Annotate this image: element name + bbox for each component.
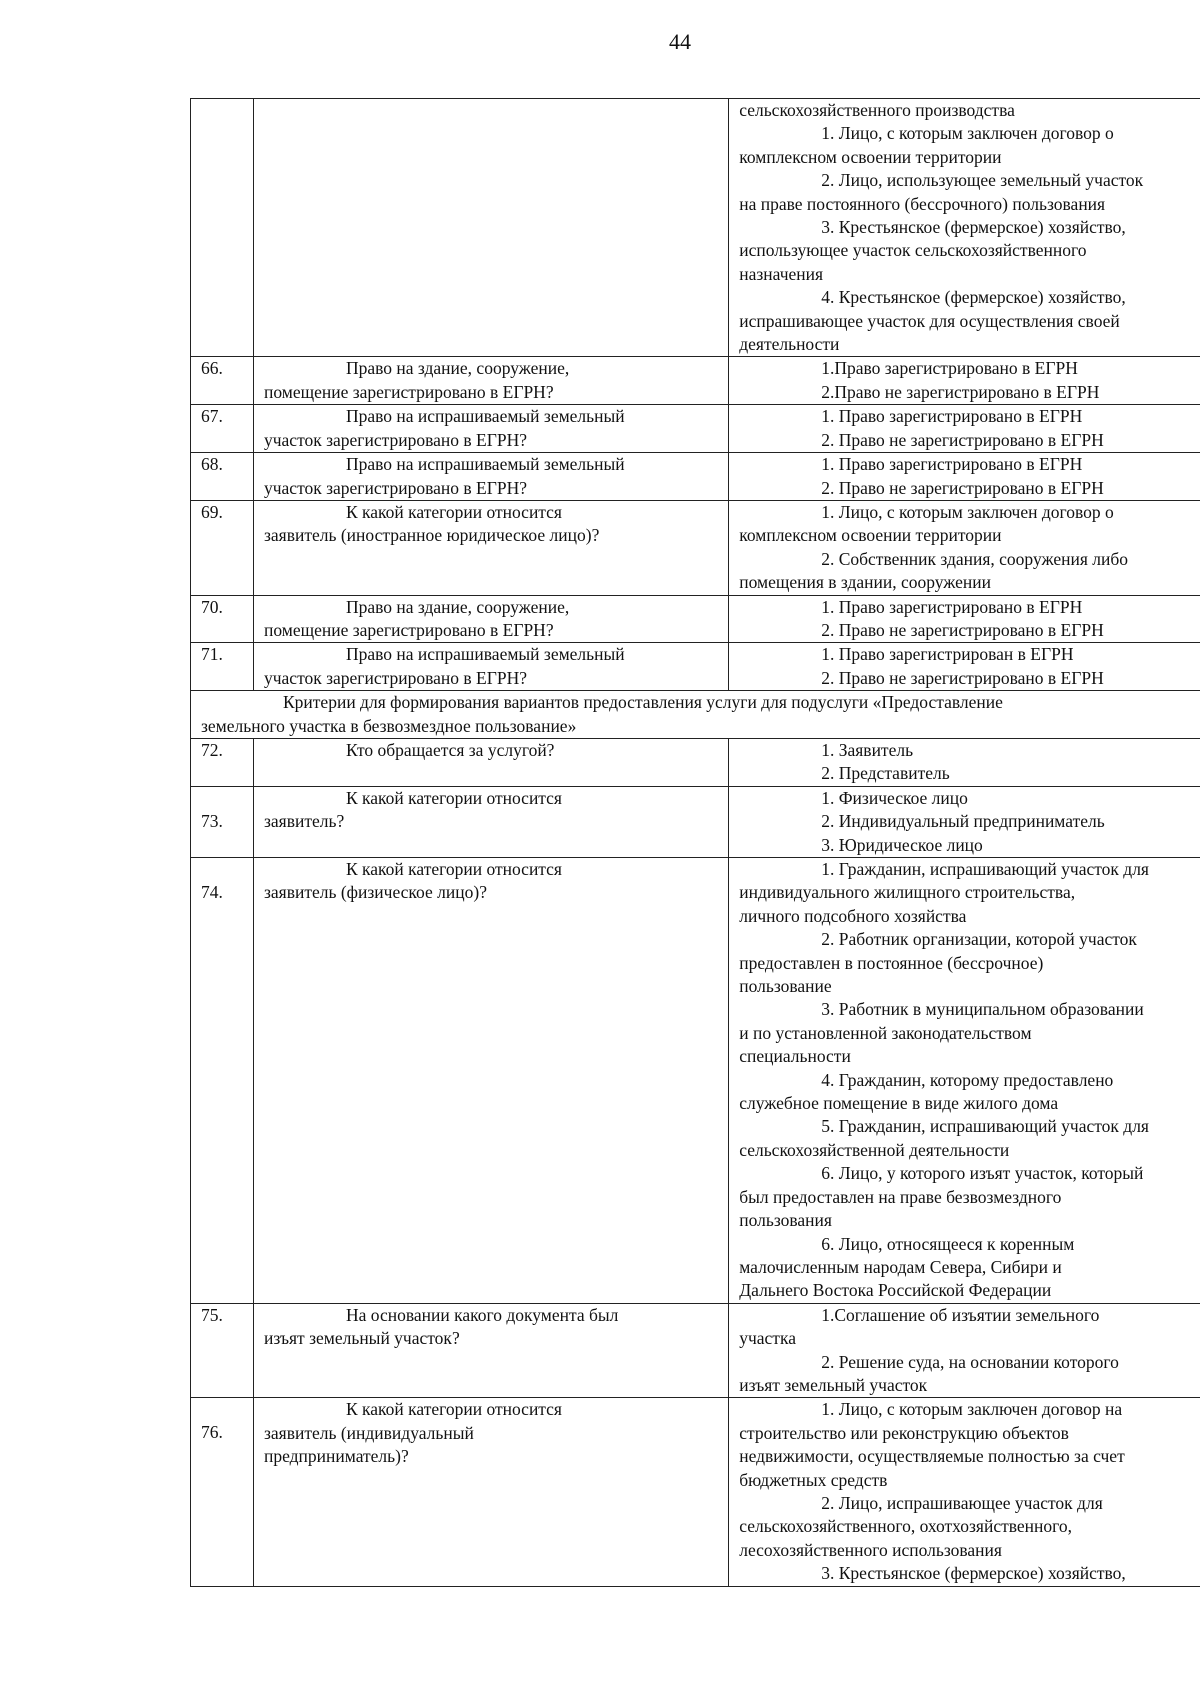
answer-line: 2. Право не зарегистрировано в ЕГРН — [821, 429, 1104, 450]
answer-line: 2. Право не зарегистрировано в ЕГРН — [821, 619, 1104, 640]
answer-line: комплексном освоении территории — [739, 146, 1002, 167]
row-number: 71. — [191, 643, 254, 691]
answer-cell — [729, 453, 1200, 501]
answer-line: и по установленной законодательством — [739, 1022, 1032, 1043]
answer-line: 1. Гражданин, испрашивающий участок для — [821, 859, 1149, 879]
answer-line: бюджетных средств — [739, 1469, 888, 1490]
answer-line: 2. Право не зарегистрировано в ЕГРН — [821, 477, 1104, 498]
answer-cell — [729, 858, 1200, 1304]
table-row — [191, 99, 1200, 357]
question-line: участок зарегистрировано в ЕГРН? — [263, 477, 527, 498]
answer-line: служебное помещение в виде жилого дома — [739, 1093, 1059, 1114]
answer-line: 1. Право зарегистрировано в ЕГРН — [821, 406, 1083, 427]
table-row — [191, 786, 1200, 857]
question-line: Право на испрашиваемый земельный — [345, 454, 625, 475]
page-number: 44 — [669, 29, 691, 54]
question-line: помещение зарегистрировано в ЕГРН? — [263, 619, 554, 640]
section-heading — [191, 691, 1200, 739]
answer-line: 1. Физическое лицо — [821, 787, 968, 808]
question-cell — [253, 1303, 728, 1398]
answer-line: пользование — [739, 976, 832, 997]
answer-line: Дальнего Востока Российской Федерации — [739, 1280, 1052, 1301]
question-line — [264, 99, 718, 122]
section-heading-line-1: Критерии для формирования вариантов предоставления услуги для подуслуги «Предоставление — [283, 692, 1003, 713]
table-row — [191, 858, 1200, 1304]
section-heading-row — [191, 691, 1200, 739]
answer-line: 4. Крестьянское (фермерское) хозяйство, — [821, 287, 1126, 308]
question-line: предприниматель)? — [263, 1446, 409, 1467]
row-number: 70. — [191, 595, 254, 643]
row-number: 76. — [191, 1398, 254, 1586]
question-line: заявитель (индивидуальный — [263, 1422, 474, 1443]
answer-line: 3. Юридическое лицо — [821, 834, 983, 855]
question-line: К какой категории относится — [345, 501, 562, 522]
question-cell — [253, 786, 728, 857]
answer-line: сельскохозяйственной деятельности — [739, 1139, 1010, 1160]
answer-line: сельскохозяйственного, охотхозяйственного, — [739, 1516, 1073, 1537]
section-heading-line-2: земельного участка в безвозмездное пользование» — [201, 715, 577, 736]
answer-line: 1.Соглашение об изъятии земельного — [821, 1304, 1100, 1325]
question-line — [264, 122, 718, 145]
question-line: На основании какого документа был — [345, 1304, 619, 1325]
answer-line: 3. Работник в муниципальном образовании — [821, 999, 1144, 1020]
question-line: помещение зарегистрировано в ЕГРН? — [263, 381, 554, 402]
question-cell — [253, 500, 728, 595]
answer-line: 2. Право не зарегистрировано в ЕГРН — [821, 667, 1104, 688]
answer-line: 1.Право зарегистрировано в ЕГРН — [821, 358, 1078, 379]
table-row — [191, 1303, 1200, 1398]
answer-line: 3. Крестьянское (фермерское) хозяйство, — [821, 217, 1126, 238]
answer-line: 1. Право зарегистрировано в ЕГРН — [821, 596, 1083, 617]
question-cell — [253, 405, 728, 453]
table-body-part-2 — [191, 738, 1200, 1586]
table-body-part-1 — [191, 99, 1200, 691]
answer-line: сельскохозяйственного производства — [739, 100, 1015, 120]
answer-cell — [729, 643, 1200, 691]
table-row — [191, 357, 1200, 405]
question-cell — [253, 643, 728, 691]
row-number — [191, 99, 254, 357]
answer-line: 1. Право зарегистрировано в ЕГРН — [821, 454, 1083, 475]
answer-line: 2. Решение суда, на основании которого — [821, 1351, 1119, 1372]
answer-line: 2. Индивидуальный предприниматель — [821, 811, 1105, 832]
answer-cell — [729, 595, 1200, 643]
answer-cell — [729, 1303, 1200, 1398]
answer-cell — [729, 405, 1200, 453]
answer-line: предоставлен в постоянное (бессрочное) — [739, 952, 1044, 973]
question-line: Право на здание, сооружение, — [345, 358, 570, 379]
answer-line: 2. Собственник здания, сооружения либо — [821, 548, 1128, 569]
question-cell — [253, 595, 728, 643]
answer-line: 1. Заявитель — [821, 739, 914, 760]
question-cell — [253, 1398, 728, 1586]
answer-line: изъят земельный участок — [739, 1374, 928, 1395]
question-line: Право на испрашиваемый земельный — [345, 406, 625, 427]
question-line: Право на испрашиваемый земельный — [345, 644, 625, 665]
answer-line: испрашивающее участок для осуществления своей — [739, 310, 1120, 331]
table-row — [191, 500, 1200, 595]
question-cell — [253, 357, 728, 405]
answer-line: помещения в здании, сооружении — [739, 572, 992, 593]
answer-line: 2. Лицо, использующее земельный участок — [821, 170, 1144, 191]
question-line: заявитель? — [263, 811, 345, 832]
answer-cell — [729, 357, 1200, 405]
answer-line: пользования — [739, 1210, 832, 1231]
answer-line: был предоставлен на праве безвозмездного — [739, 1186, 1062, 1207]
question-line: заявитель (физическое лицо)? — [263, 882, 487, 903]
answer-line: 6. Лицо, относящееся к коренным — [821, 1233, 1075, 1254]
question-cell — [253, 99, 728, 357]
question-line: заявитель (иностранное юридическое лицо)? — [263, 525, 600, 546]
answer-line: 6. Лицо, у которого изъят участок, который — [821, 1163, 1144, 1184]
answer-line: лесохозяйственного использования — [739, 1539, 1002, 1560]
question-line: участок зарегистрировано в ЕГРН? — [263, 667, 527, 688]
answer-line: 3. Крестьянское (фермерское) хозяйство, — [821, 1563, 1126, 1584]
question-line: участок зарегистрировано в ЕГРН? — [263, 429, 527, 450]
answer-line: 1. Право зарегистрирован в ЕГРН — [821, 644, 1074, 665]
answer-line: недвижимости, осуществляемые полностью за счет — [739, 1446, 1125, 1467]
answer-line: специальности — [739, 1046, 851, 1067]
question-cell — [253, 738, 728, 786]
answer-cell — [729, 99, 1200, 357]
row-number: 75. — [191, 1303, 254, 1398]
table-row — [191, 643, 1200, 691]
question-line: К какой категории относится — [345, 859, 562, 879]
question-line: Кто обращается за услугой? — [345, 739, 555, 760]
question-line: Право на здание, сооружение, — [345, 596, 570, 617]
row-number: 73. — [191, 786, 254, 857]
answer-line: 2. Лицо, испрашивающее участок для — [821, 1492, 1103, 1513]
answer-line: 4. Гражданин, которому предоставлено — [821, 1069, 1114, 1090]
question-cell — [253, 453, 728, 501]
row-number: 69. — [191, 500, 254, 595]
answer-cell — [729, 500, 1200, 595]
answer-line: 2.Право не зарегистрировано в ЕГРН — [821, 381, 1100, 402]
answer-line: использующее участок сельскохозяйственного — [739, 240, 1087, 261]
answer-line: индивидуального жилищного строительства, — [739, 882, 1076, 903]
answer-line: 2. Представитель — [821, 763, 950, 784]
answer-line: 1. Лицо, с которым заключен договор о — [821, 123, 1114, 144]
answer-cell — [729, 1398, 1200, 1586]
answer-line: личного подсобного хозяйства — [739, 905, 967, 926]
table-row — [191, 453, 1200, 501]
row-number: 67. — [191, 405, 254, 453]
answer-line: 2. Работник организации, которой участок — [821, 929, 1137, 950]
row-number: 68. — [191, 453, 254, 501]
table-row — [191, 405, 1200, 453]
answer-line: участка — [739, 1328, 796, 1349]
question-line: К какой категории относится — [345, 787, 562, 808]
answer-line: 5. Гражданин, испрашивающий участок для — [821, 1116, 1149, 1137]
answer-line: 1. Лицо, с которым заключен договор на — [821, 1399, 1123, 1420]
table-row — [191, 738, 1200, 786]
answer-line: на праве постоянного (бессрочного) пользования — [739, 193, 1106, 214]
answer-line: малочисленным народам Севера, Сибири и — [739, 1256, 1062, 1277]
row-number: 74. — [191, 858, 254, 1304]
answer-line: деятельности — [739, 334, 840, 355]
criteria-table — [190, 98, 1200, 1587]
table-row — [191, 1398, 1200, 1586]
answer-cell — [729, 738, 1200, 786]
answer-cell — [729, 786, 1200, 857]
answer-line: назначения — [739, 263, 824, 284]
question-line: К какой категории относится — [345, 1399, 562, 1420]
question-line: изъят земельный участок? — [263, 1328, 460, 1349]
answer-line: комплексном освоении территории — [739, 525, 1002, 546]
row-number: 72. — [191, 738, 254, 786]
table-row — [191, 595, 1200, 643]
answer-line: строительство или реконструкцию объектов — [739, 1422, 1069, 1443]
question-cell — [253, 858, 728, 1304]
section-heading-body — [191, 691, 1200, 739]
answer-line: 1. Лицо, с которым заключен договор о — [821, 501, 1114, 522]
row-number: 66. — [191, 357, 254, 405]
